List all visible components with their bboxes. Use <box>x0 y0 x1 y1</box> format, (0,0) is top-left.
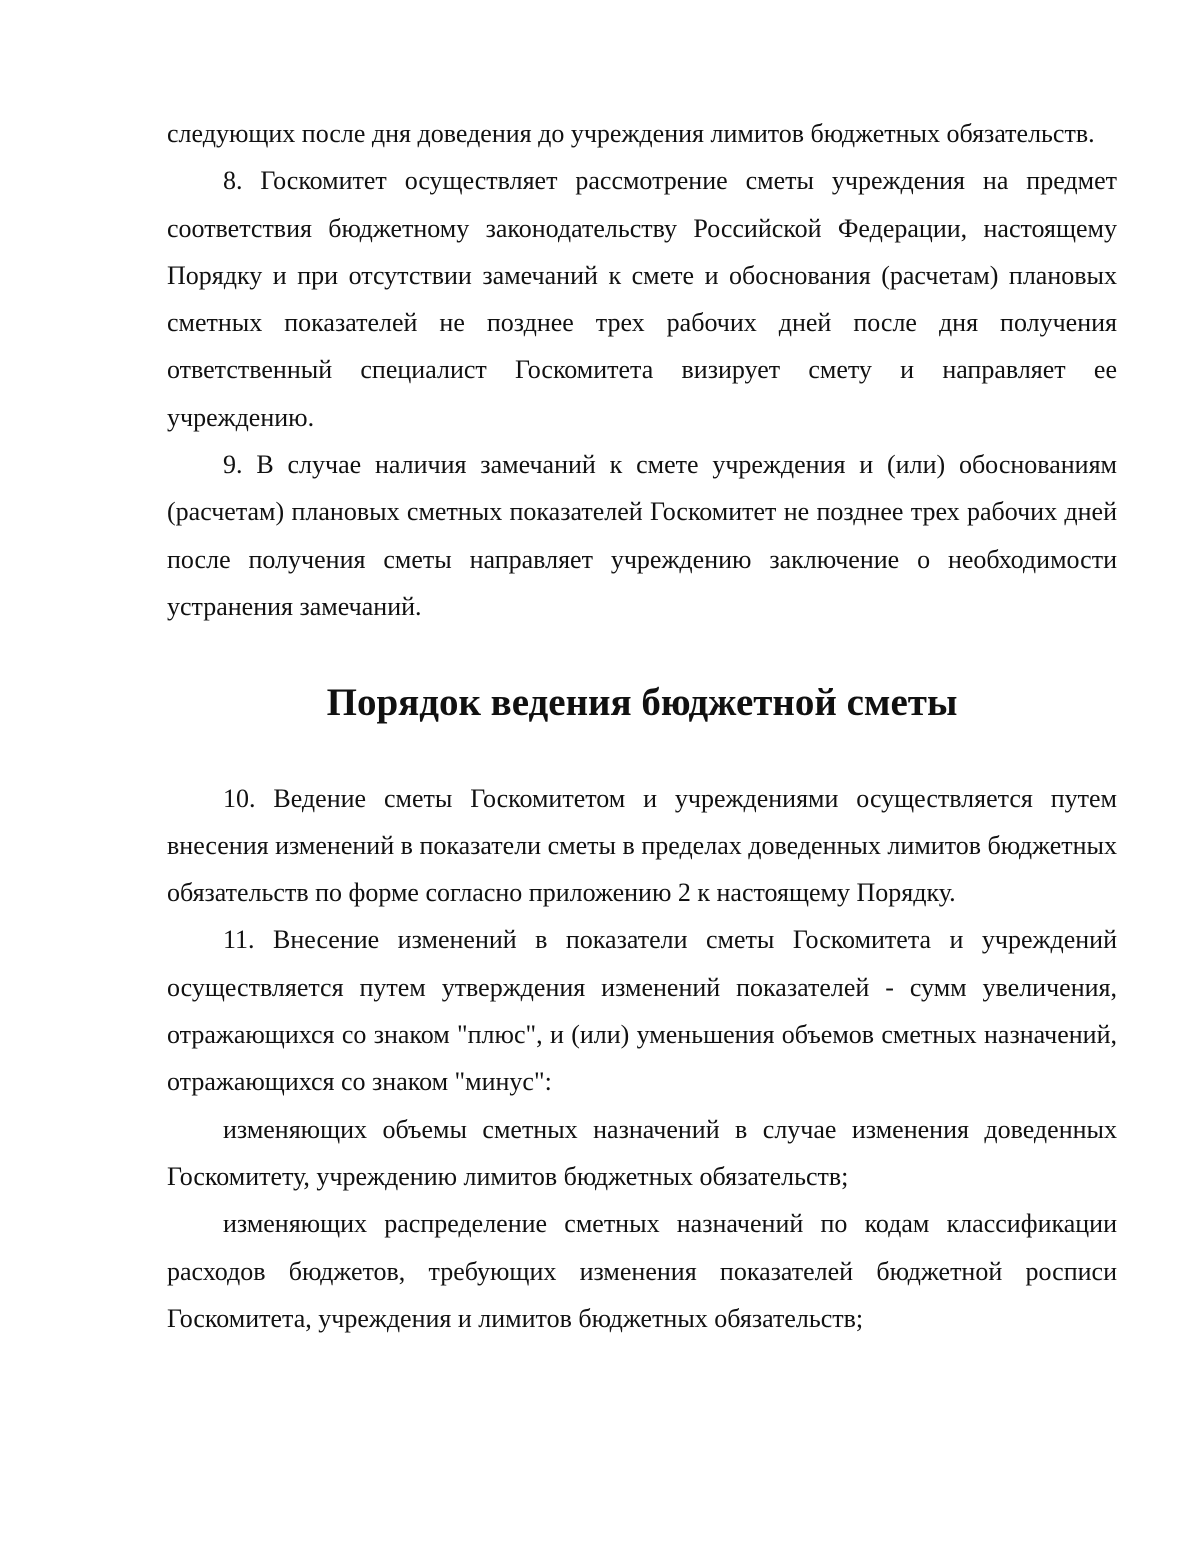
paragraph-item-8: 8. Госкомитет осуществляет рассмотрение сметы учреждения на предмет соответствия бюджетному законодательству Российской Федерации, настоящему Порядку и при отсутствии замечаний к смете и обоснования (расчетам) плановых сметных показателей не позднее трех рабочих дней после дня получения ответственный специалист Госкомитета визирует смету и направляет ее учреждению. <box>167 166 1117 432</box>
paragraph-item-10: 10. Ведение сметы Госкомитетом и учреждениями осуществляется путем внесения изменений в показатели сметы в пределах доведенных лимитов бюджетных обязательств по форме согласно приложению 2 к настоящему Порядку. <box>167 783 1117 908</box>
document-page <box>167 110 1117 1342</box>
section-heading: Порядок ведения бюджетной сметы <box>326 681 958 725</box>
paragraph-item-11: 11. Внесение изменений в показатели сметы Госкомитета и учреждений осуществляется путем утверждения изменений показателей - сумм увеличения, отражающихся со знаком "плюс", и (или) уменьшения объемов сметных назначений, отражающихся со знаком "минус": <box>167 925 1117 1097</box>
paragraph-sub-item-volumes: изменяющих объемы сметных назначений в случае изменения доведенных Госкомитету, учреждению лимитов бюджетных обязательств; <box>167 1114 1117 1191</box>
paragraph-sub-item-distribution: изменяющих распределение сметных назначений по кодам классификации расходов бюджетов, требующих изменения показателей бюджетной росписи Госкомитета, учреждения и лимитов бюджетных обязательств; <box>167 1209 1117 1333</box>
paragraph-continuation: следующих после дня доведения до учреждения лимитов бюджетных обязательств. <box>167 119 1095 148</box>
paragraph-item-9: 9. В случае наличия замечаний к смете учреждения и (или) обоснованиям (расчетам) плановых сметных показателей Госкомитет не позднее трех рабочих дней после получения сметы направляет учреждению заключение о необходимости устранения замечаний. <box>167 450 1117 621</box>
